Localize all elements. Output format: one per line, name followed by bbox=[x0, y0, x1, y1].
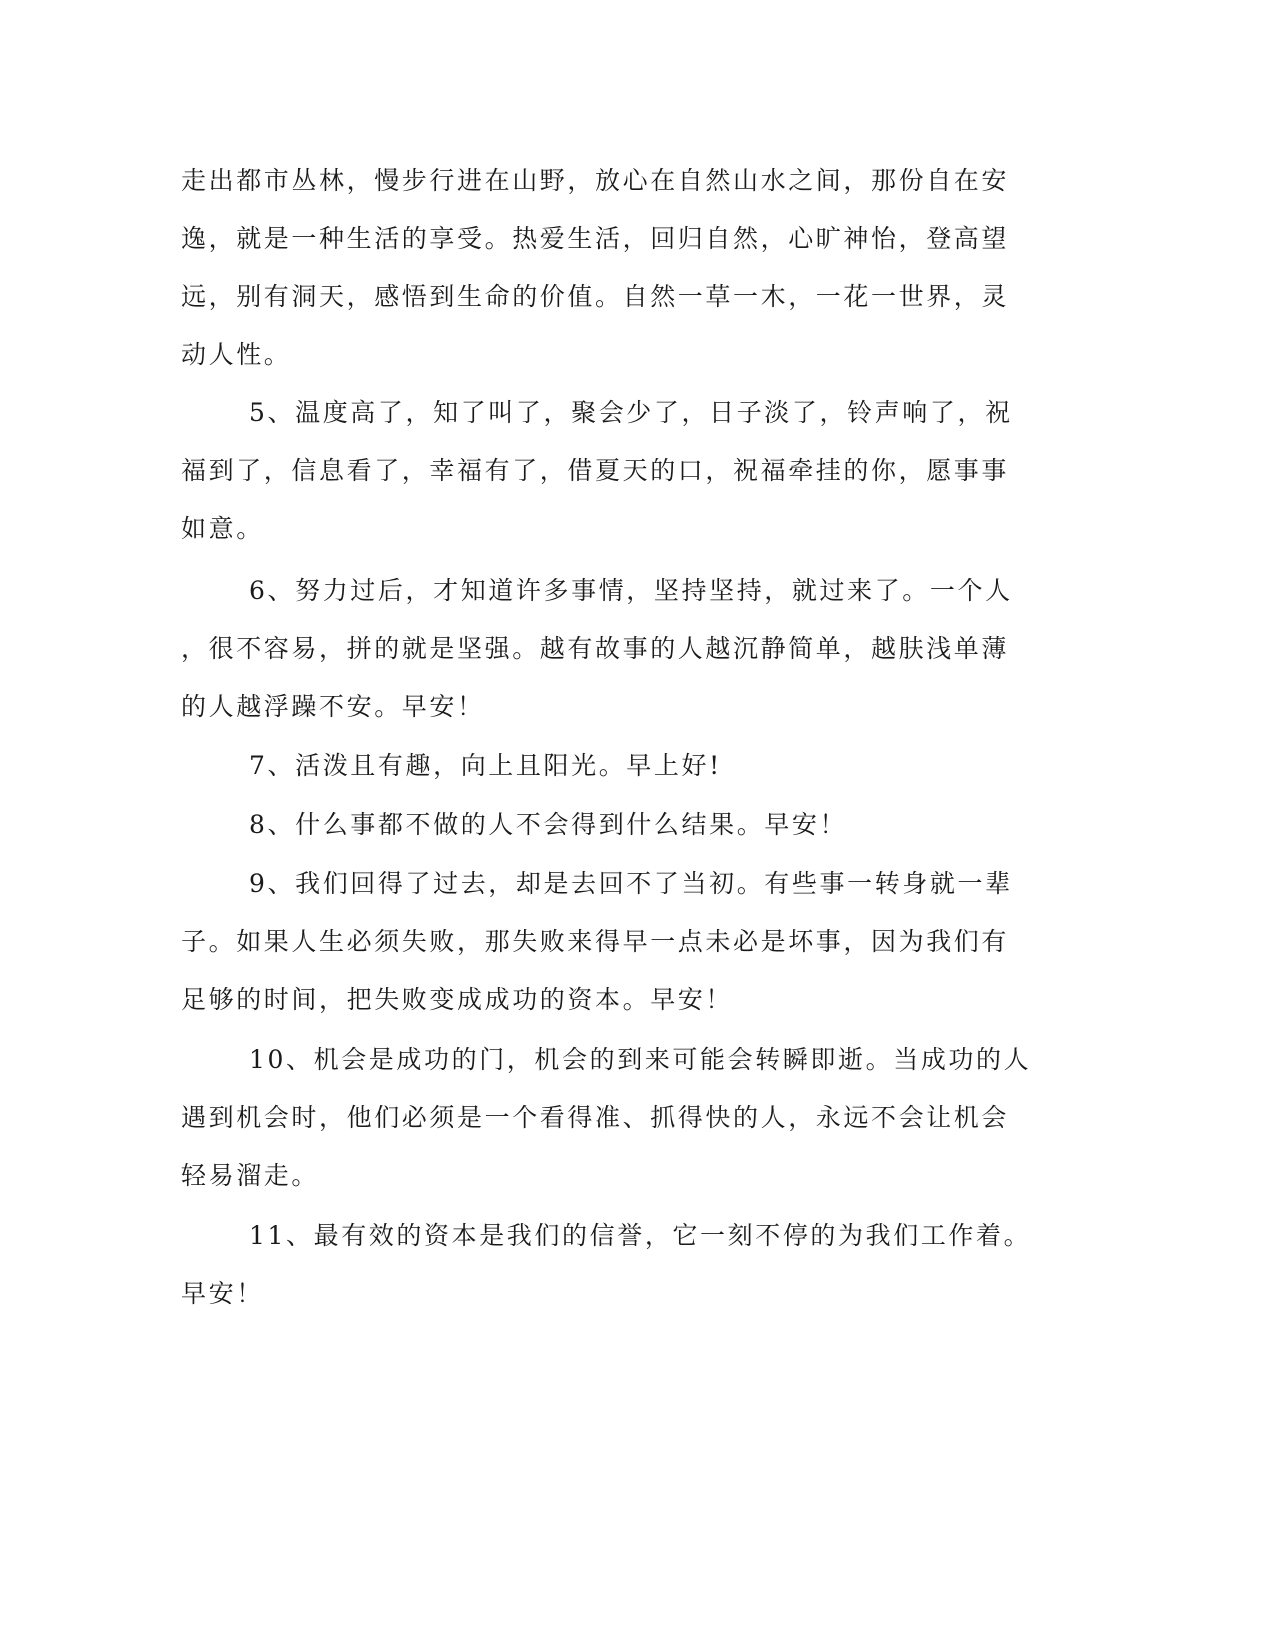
paragraph-10-line-1: 10、机会是成功的门，机会的到来可能会转瞬即逝。当成功的人 bbox=[249, 1045, 1032, 1074]
paragraph-9-line-3: 足够的时间，把失败变成成功的资本。早安！ bbox=[181, 985, 734, 1014]
paragraph-9-line-2: 子。如果人生必须失败，那失败来得早一点未必是坏事，因为我们有 bbox=[181, 927, 1010, 956]
paragraph-4-line-1: 走出都市丛林，慢步行进在山野，放心在自然山水之间，那份自在安 bbox=[181, 166, 1010, 195]
paragraph-5-line-3: 如意。 bbox=[181, 514, 264, 543]
paragraph-4-line-3: 远，别有洞天，感悟到生命的价值。自然一草一木，一花一世界，灵 bbox=[181, 282, 1010, 311]
paragraph-5-line-2: 福到了，信息看了，幸福有了，借夏天的口，祝福牵挂的你，愿事事 bbox=[181, 456, 1010, 485]
paragraph-6-line-1: 6、努力过后，才知道许多事情，坚持坚持，就过来了。一个人 bbox=[249, 576, 1013, 605]
paragraph-5-line-1: 5、温度高了，知了叫了，聚会少了，日子淡了，铃声响了，祝 bbox=[249, 398, 1013, 427]
paragraph-10-line-2: 遇到机会时，他们必须是一个看得准、抓得快的人，永远不会让机会 bbox=[181, 1103, 1010, 1132]
paragraph-6-line-3: 的人越浮躁不安。早安！ bbox=[181, 692, 485, 721]
paragraph-4-line-4: 动人性。 bbox=[181, 340, 292, 369]
paragraph-6-line-2: ，很不容易，拼的就是坚强。越有故事的人越沉静简单，越肤浅单薄 bbox=[181, 634, 1010, 663]
paragraph-4-line-2: 逸，就是一种生活的享受。热爱生活，回归自然，心旷神怡，登高望 bbox=[181, 224, 1010, 253]
paragraph-8: 8、什么事都不做的人不会得到什么结果。早安！ bbox=[249, 810, 848, 839]
paragraph-10-line-3: 轻易溜走。 bbox=[181, 1161, 320, 1190]
paragraph-7: 7、活泼且有趣，向上且阳光。早上好! bbox=[249, 751, 722, 780]
paragraph-11-line-2: 早安！ bbox=[181, 1279, 264, 1308]
paragraph-9-line-1: 9、我们回得了过去，却是去回不了当初。有些事一转身就一辈 bbox=[249, 869, 1013, 898]
paragraph-11-line-1: 11、最有效的资本是我们的信誉，它一刻不停的为我们工作着。 bbox=[249, 1221, 1032, 1250]
